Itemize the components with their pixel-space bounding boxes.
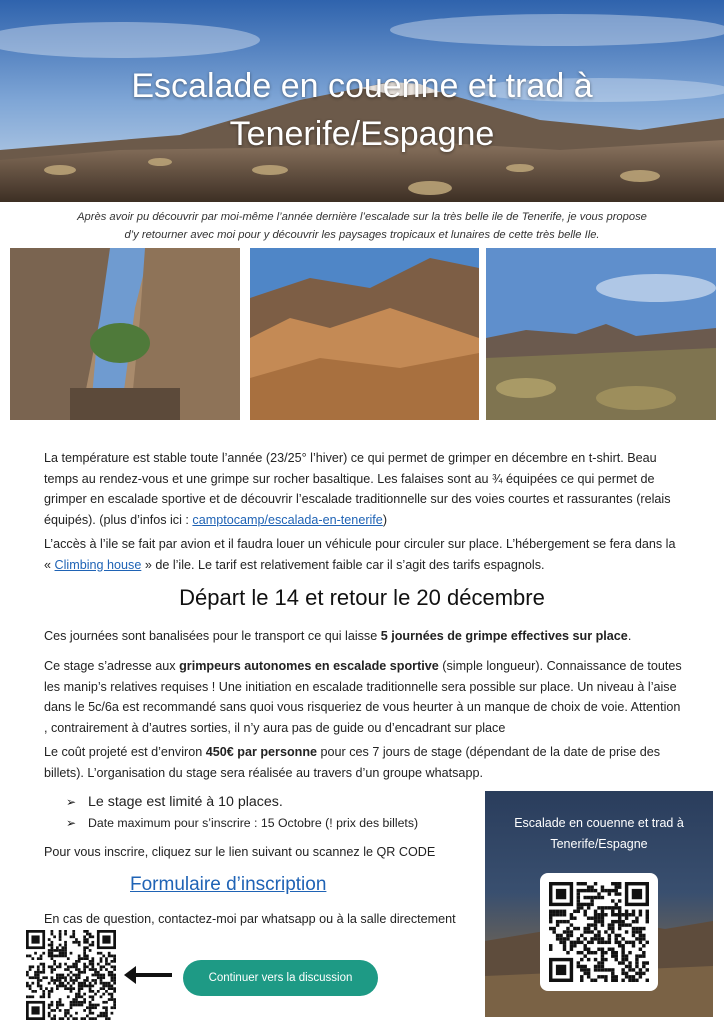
qr-code-icon bbox=[549, 882, 649, 982]
paragraph-days-text-b: . bbox=[627, 629, 632, 643]
canyon-photo bbox=[10, 248, 240, 420]
arrow-bullet-icon: ➢ bbox=[66, 816, 77, 830]
registration-form-link[interactable]: Formulaire d’inscription bbox=[130, 874, 327, 895]
hero-title-line2: Tenerife/Espagne bbox=[229, 115, 495, 153]
whatsapp-qr-code[interactable] bbox=[26, 930, 116, 1020]
intro-text bbox=[40, 208, 684, 244]
bullet-item-deadline bbox=[66, 812, 486, 834]
bullet-text-deadline: Date maximum pour s’inscrire : 15 Octobre (! prix des billets) bbox=[88, 816, 419, 830]
hero-title-line1: Escalade en couenne et trad à bbox=[131, 67, 593, 105]
intro-line1: Après avoir pu découvrir par moi-même l’année dernière l’escalade sur la très belle ile de Tenerife, je vous propose bbox=[77, 211, 647, 223]
lunar-landscape-photo bbox=[486, 248, 716, 420]
paragraph-days bbox=[44, 626, 684, 647]
flyer-title-line2: Tenerife/Espagne bbox=[550, 837, 648, 851]
qr-flyer bbox=[485, 791, 713, 1017]
paragraph-days-bold: 5 journées de grimpe effectives sur place bbox=[380, 629, 628, 643]
paragraph-climate-end: ) bbox=[382, 512, 388, 527]
hero-banner bbox=[0, 0, 724, 202]
intro-line2: d’y retourner avec moi pour y découvrir les paysages tropicaux et lunaires de cette très belle Ile. bbox=[124, 229, 600, 241]
continue-discussion-button[interactable]: Continuer vers la discussion bbox=[183, 960, 378, 996]
paragraph-cost bbox=[44, 742, 684, 783]
bullet-item-places bbox=[66, 792, 486, 812]
paragraph-audience-text-b: (simple longueur). Connaissance de toutes les manip’s relatives requises ! Une initiation en escalade traditionnelle sera possible sur place. Un niveau à l’aise dans le 5c/6a est recommandé sans quoi vous risqueriez de vous heurter à un manque de choix de voie. Attention , contrairement à d’autres sorties, il n’y aura pas de guide ou d’encadrant sur place bbox=[44, 659, 682, 735]
rock-formation-photo bbox=[250, 248, 479, 420]
bullet-text-places: Le stage est limité à 10 places. bbox=[88, 794, 283, 810]
paragraph-access-text-a: L’accès à l’ile se fait par avion et il faudra louer un véhicule pour circuler sur place. L’hébergement se fera dans la « bbox=[44, 537, 676, 572]
arrow-left-icon bbox=[122, 964, 174, 986]
signup-instruction: Pour vous inscrire, cliquez sur le lien suivant ou scannez le QR CODE bbox=[44, 845, 436, 859]
paragraph-audience-text-a: Ce stage s’adresse aux bbox=[44, 659, 180, 673]
paragraph-audience bbox=[44, 656, 684, 738]
flyer-title-line1: Escalade en couenne et trad à bbox=[514, 816, 684, 830]
dates-headline: Départ le 14 et retour le 20 décembre bbox=[179, 585, 545, 610]
paragraph-cost-text-a: Le coût projeté est d’environ bbox=[44, 745, 206, 759]
paragraph-climate bbox=[44, 448, 684, 530]
paragraph-days-text-a: Ces journées sont banalisées pour le transport ce qui laisse bbox=[44, 629, 381, 643]
paragraph-climate-text: La température est stable toute l’année (23/25° l’hiver) ce qui permet de grimper en décembre en t-shirt. Beau temps au rendez-vous et une grimpe sur rocher basaltique. Les falaises sont au ¾ équipées ce qui permet de grimper en escalade sportive et de découvrir l’escalade traditionnelle sur des voies courtes et rassurantes (relais équipés). (plus d’infos ici : bbox=[44, 451, 671, 527]
qr-code-icon bbox=[26, 930, 116, 1020]
flyer-qr-code[interactable] bbox=[540, 873, 658, 991]
arrow-bullet-icon: ➢ bbox=[66, 795, 77, 809]
flyer-title bbox=[485, 813, 713, 855]
hero-title bbox=[0, 62, 724, 158]
paragraph-cost-text-b: pour ces 7 jours de stage (dépendant de la date de prise des billets). L’organisation du stage sera réalisée au travers d’un groupe whatsapp. bbox=[44, 745, 661, 780]
contact-text: En cas de question, contactez-moi par whatsapp ou à la salle directement bbox=[44, 912, 456, 926]
camptocamp-link[interactable]: camptocamp/escalada-en-tenerife bbox=[192, 512, 383, 527]
paragraph-audience-bold: grimpeurs autonomes en escalade sportive bbox=[179, 659, 439, 673]
paragraph-cost-bold: 450€ par personne bbox=[205, 745, 318, 759]
photo-strip bbox=[10, 248, 716, 420]
paragraph-access bbox=[44, 534, 684, 575]
paragraph-access-text-b: » de l’ile. Le tarif est relativement faible car il s’agit des tarifs espagnols. bbox=[141, 557, 545, 572]
climbing-house-link[interactable]: Climbing house bbox=[54, 557, 142, 572]
bullet-list bbox=[66, 792, 486, 834]
